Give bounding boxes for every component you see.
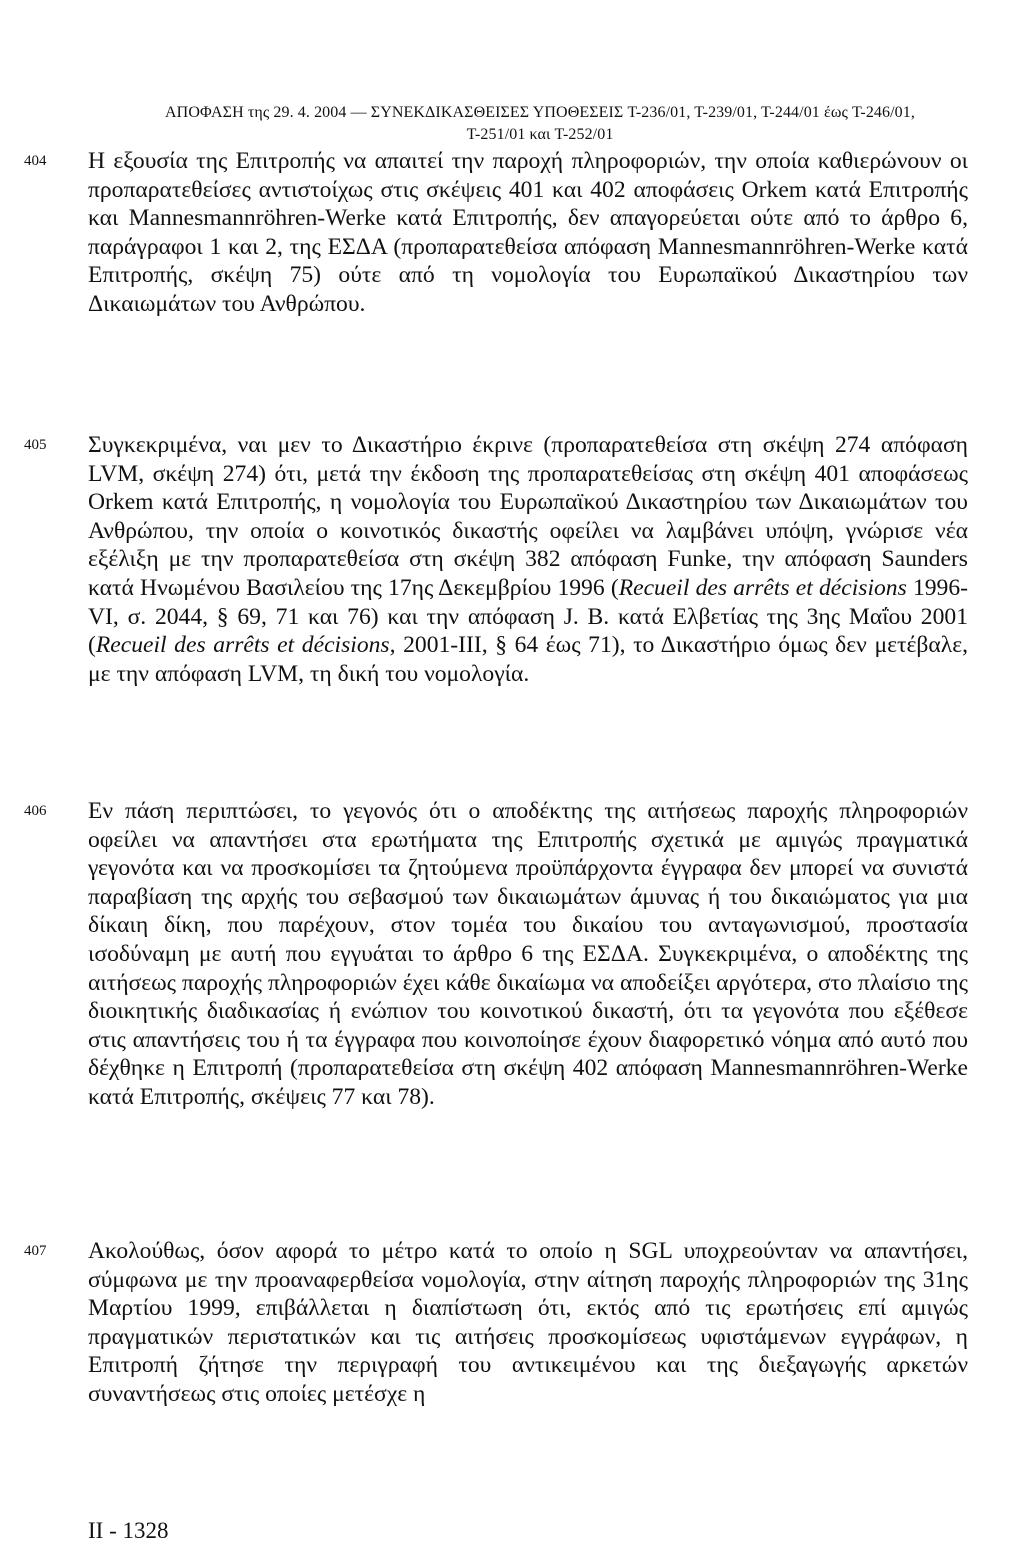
paragraph-text: Εν πάση περιπτώσει, το γεγονός ότι ο αποδέκτης της αιτήσεως παροχής πληροφοριών οφείλει να απαντήσει στα ερωτήματα της Επιτροπής σχετικά με αμιγώς πραγματικά γεγονότα και να προσκομίσει τα ζητούμενα προϋπάρχοντα έγγραφα δεν μπορεί να συνιστά παραβίαση της αρχής του σεβασμού των δικαιωμάτων άμυνας ή του δικαιώματος για μια δίκαιη δίκη, που παρέχουν, στον τομέα του δικαίου του ανταγωνισμού, προστασία ισοδύναμη με αυτή που εγγυάται το άρθρο 6 της ΕΣΔΑ. Συγκεκριμένα, ο αποδέκτης της αιτήσεως παροχής πληροφοριών έχει κάθε δικαίωμα να αποδείξει αργότερα, στο πλαίσιο της διοικητικής διαδικασίας ή ενώπιον του κοινοτικού δικαστή, ότι τα γεγονότα που εξέθεσε στις απαντήσεις του ή τα έγγραφα που κοινοποίησε έχουν διαφορετικό νόημα από αυτό που δέχθηκε η Επιτροπή (προπαρατεθείσα στη σκέψη 402 απόφαση Mannesmannröhren-Werke κατά Επιτροπής, σκέψεις 77 και 78). (88, 798, 968, 1110)
paragraph-405 (24, 431, 968, 688)
text-segment: Συγκεκριμένα, ναι μεν το Δικαστήριο έκρινε (προπαρατεθείσα στη σκέψη 274 απόφαση LVM, σκέψη 274) ότι, μετά την έκδοση της προπαρατεθείσας στη σκέψη 401 αποφάσεως Orkem κατά Επιτροπής, η νομολογία του Ευρωπαϊκού Δικαστηρίου των Δικαιωμάτων του Ανθρώπου, την οποία ο κοινοτικός δικαστής οφείλει να λαμβάνει υπόψη, γνώρισε νέα εξέλιξη με την προπαρατεθείσα στη σκέψη 382 απόφαση Funke, την απόφαση Saunders κατά Ηνωμένου Βασιλείου της 17ης Δεκεμβρίου 1996 ( (88, 432, 968, 601)
paragraph-text: Η εξουσία της Επιτροπής να απαιτεί την παροχή πληροφοριών, την οποία καθιερώνουν οι προπαρατεθείσες αντιστοίχως στις σκέψεις 401 και 402 αποφάσεις Orkem κατά Επιτροπής και Mannesmannröhren-Werke κατά Επιτροπής, δεν απαγορεύεται ούτε από το άρθρο 6, παράγραφοι 1 και 2, της ΕΣΔΑ (προπαρατεθείσα απόφαση Mannesmannröhren-Werke κατά Επιτροπής, σκέψη 75) ούτε από τη νομολογία του Ευρωπαϊκού Δικαστηρίου των Δικαιωμάτων του Ανθρώπου. (88, 148, 968, 317)
text-segment: 1996-VI, σ. 2044, § 69, 71 και 76) και την απόφαση J. B. κατά Ελβετίας της 3ης Μαΐου 2001 ( (88, 574, 968, 659)
page-number: II - 1328 (88, 1518, 169, 1543)
header-line-1: ΑΠΟΦΑΣΗ της 29. 4. 2004 — ΣΥΝΕΚΔΙΚΑΣΘΕΙΣΕΣ ΥΠΟΘΕΣΕΙΣ T-236/01, T-239/01, T-244/01 έως T-246/01, (165, 104, 915, 121)
paragraph-406 (24, 797, 968, 1112)
paragraph-number: 405 (24, 437, 47, 453)
text-segment: 2001-III, § 64 έως 71), το Δικαστήριο όμως δεν μετέβαλε, με την απόφαση LVM, τη δική του νομολογία. (88, 632, 968, 687)
paragraph-407 (24, 1237, 968, 1409)
header-line-2: T-251/01 και T-252/01 (466, 126, 614, 143)
paragraph-number: 406 (24, 803, 47, 819)
italic-citation: Recueil des arrêts et décisions (618, 574, 907, 601)
running-header (60, 102, 1020, 146)
paragraph-number: 407 (24, 1243, 47, 1259)
paragraph-number: 404 (24, 153, 47, 169)
paragraph-text (88, 431, 968, 688)
italic-citation: Recueil des arrêts et décisions, (95, 632, 396, 659)
paragraph-text: Ακολούθως, όσον αφορά το μέτρο κατά το οποίο η SGL υποχρεούνταν να απαντήσει, σύμφωνα με την προαναφερθείσα νομολογία, στην αίτηση παροχής πληροφοριών της 31ης Μαρτίου 1999, επιβάλλεται η διαπίστωση ότι, εκτός από τις ερωτήσεις επί αμιγώς πραγματικών περιστατικών και τις αιτήσεις προσκομίσεως υφιστάμενων εγγράφων, η Επιτροπή ζήτησε την περιγραφή του αντικειμένου και της διεξαγωγής αρκετών συναντήσεως στις οποίες μετέσχε η (88, 1238, 968, 1407)
paragraph-404 (24, 147, 968, 319)
